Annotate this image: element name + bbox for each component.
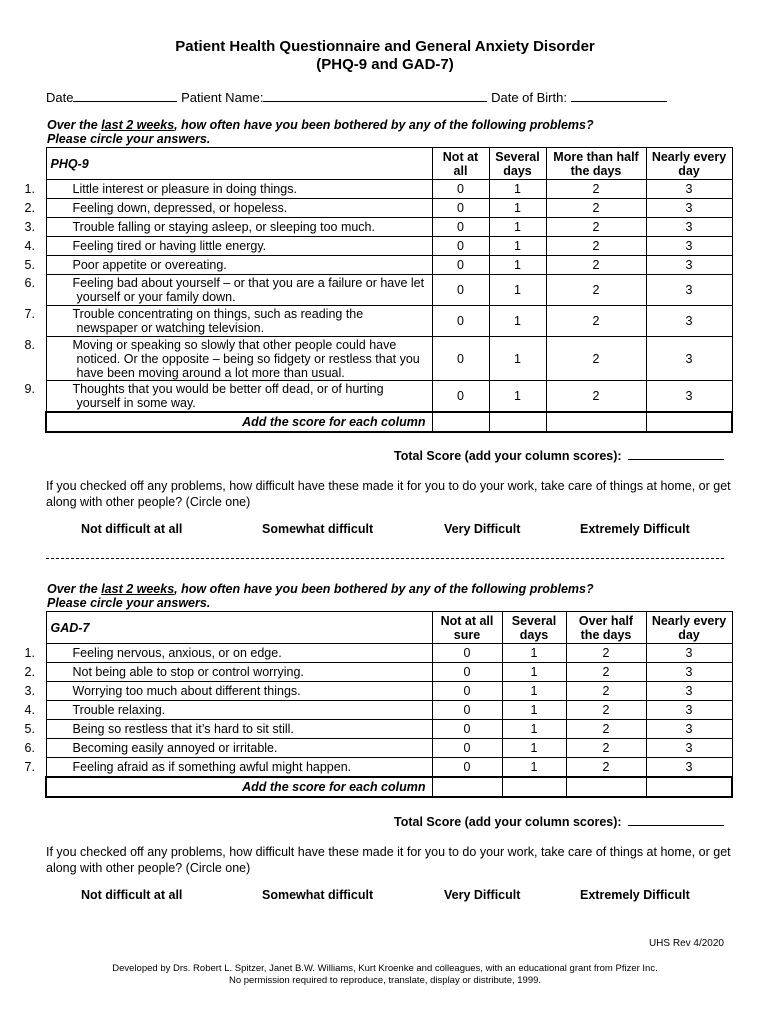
question-number: 5. [24, 258, 35, 272]
header-nearly-every-day: Nearly every day [646, 612, 732, 644]
question-text [24, 275, 432, 306]
question-number: 7. [24, 307, 35, 321]
option-very-difficult[interactable]: Very Difficult [444, 888, 521, 902]
form-subtitle: (PHQ-9 and GAD-7) [316, 56, 454, 73]
score-option[interactable]: 2 [546, 337, 646, 381]
phq9-difficulty-question: If you checked off any problems, how difficult have these made it for you to do your work, take care of things at home, or get along with other people? (Circle one) [46, 479, 731, 509]
score-option[interactable]: 2 [546, 381, 646, 412]
score-option[interactable]: 3 [646, 758, 732, 777]
score-option[interactable]: 1 [489, 306, 546, 337]
header-several-days: Several days [502, 612, 566, 644]
add-score-label: Add the score for each column [46, 412, 432, 432]
question-label: Little interest or pleasure in doing things. [72, 182, 297, 196]
date-label: Date [46, 90, 74, 105]
question-text [24, 218, 432, 237]
question-text [24, 180, 432, 199]
score-option[interactable]: 3 [646, 256, 732, 275]
question-label: Being so restless that it’s hard to sit still. [72, 722, 294, 736]
score-option[interactable]: 1 [489, 199, 546, 218]
gad7-table [24, 611, 733, 798]
question-row [46, 663, 732, 682]
score-option[interactable]: 1 [502, 720, 566, 739]
score-option[interactable]: 1 [502, 682, 566, 701]
question-text [24, 682, 432, 701]
question-text [24, 381, 432, 412]
score-option[interactable]: 3 [646, 337, 732, 381]
question-row [46, 218, 732, 237]
question-label: Feeling nervous, anxious, or on edge. [72, 646, 282, 660]
option-not-difficult[interactable]: Not difficult at all [81, 888, 183, 902]
header-nearly-every-day: Nearly every day [646, 148, 732, 180]
score-option[interactable]: 0 [432, 180, 489, 199]
question-label: Trouble falling or staying asleep, or sleeping too much. [72, 220, 375, 234]
column-score-cell[interactable] [546, 412, 646, 432]
question-row [46, 739, 732, 758]
score-option[interactable]: 3 [646, 720, 732, 739]
score-option[interactable]: 0 [432, 306, 489, 337]
prompt-text: Over the [47, 582, 102, 596]
question-label: Trouble relaxing. [72, 703, 166, 717]
score-option[interactable]: 2 [546, 180, 646, 199]
question-label: Not being able to stop or control worrying. [72, 665, 304, 679]
score-option[interactable]: 1 [489, 337, 546, 381]
prompt-text: , how often have you been bothered by any of the following problems? [174, 118, 594, 132]
gad7-total-score [394, 814, 724, 829]
form-title: Patient Health Questionnaire and General Anxiety Disorder [175, 38, 595, 55]
question-row [46, 381, 732, 412]
score-option[interactable]: 1 [502, 739, 566, 758]
question-text [24, 237, 432, 256]
prompt-instruction: Please circle your answers. [47, 132, 211, 146]
question-text [24, 663, 432, 682]
question-label: Feeling down, depressed, or hopeless. [72, 201, 288, 215]
total-score-field[interactable] [628, 814, 724, 826]
score-option[interactable]: 1 [502, 701, 566, 720]
score-option[interactable]: 0 [432, 256, 489, 275]
question-row [46, 306, 732, 337]
score-option[interactable]: 0 [432, 701, 502, 720]
gad7-label: GAD-7 [46, 612, 432, 644]
score-option[interactable]: 2 [566, 701, 646, 720]
question-number: 6. [24, 741, 35, 755]
total-score-field[interactable] [628, 448, 724, 460]
column-score-cell[interactable] [489, 412, 546, 432]
question-number: 6. [24, 276, 35, 290]
phq9-label: PHQ-9 [46, 148, 432, 180]
question-row [46, 275, 732, 306]
question-number: 8. [24, 337, 35, 352]
question-row [46, 701, 732, 720]
score-option[interactable]: 3 [646, 701, 732, 720]
score-option[interactable]: 0 [432, 275, 489, 306]
score-option[interactable]: 2 [566, 663, 646, 682]
score-option[interactable]: 0 [432, 720, 502, 739]
score-option[interactable]: 0 [432, 381, 489, 412]
score-option[interactable]: 1 [489, 180, 546, 199]
score-option[interactable]: 3 [646, 663, 732, 682]
question-row [46, 256, 732, 275]
score-option[interactable]: 2 [566, 758, 646, 777]
score-option[interactable]: 0 [432, 218, 489, 237]
question-text [24, 256, 432, 275]
question-text [24, 199, 432, 218]
question-row [46, 682, 732, 701]
score-option[interactable]: 3 [646, 275, 732, 306]
question-number: 3. [24, 684, 35, 698]
dob-field[interactable] [571, 89, 667, 102]
score-option[interactable]: 0 [432, 337, 489, 381]
question-label: Moving or speaking so slowly that other people could have noticed. Or the opposite – being so fidgety or restless that you have been moving around a lot more than usual. [72, 337, 420, 380]
add-score-label: Add the score for each column [46, 777, 432, 797]
question-number: 3. [24, 220, 35, 234]
column-score-cell[interactable] [566, 777, 646, 797]
patient-name-field[interactable] [263, 89, 487, 102]
gad7-add-row [46, 777, 732, 797]
phq9-total-score [394, 448, 724, 463]
score-option[interactable]: 3 [646, 180, 732, 199]
score-option[interactable]: 2 [566, 644, 646, 663]
prompt-instruction: Please circle your answers. [47, 596, 211, 610]
revision-label: UHS Rev 4/2020 [648, 938, 724, 949]
score-option[interactable]: 3 [646, 199, 732, 218]
patient-name-label: Patient Name: [181, 90, 264, 105]
dob-label: Date of Birth: [491, 90, 567, 105]
total-score-label: Total Score (add your column scores): [394, 815, 622, 829]
question-row [46, 237, 732, 256]
header-more-than-half: More than half the days [546, 148, 646, 180]
score-option[interactable]: 3 [646, 381, 732, 412]
score-option[interactable]: 2 [546, 275, 646, 306]
score-option[interactable]: 2 [566, 739, 646, 758]
score-option[interactable]: 2 [566, 682, 646, 701]
phq9-table [24, 147, 733, 433]
question-row [46, 337, 732, 381]
score-option[interactable]: 2 [546, 256, 646, 275]
option-somewhat-difficult[interactable]: Somewhat difficult [262, 522, 374, 536]
phq9-add-row [46, 412, 732, 432]
score-option[interactable]: 3 [646, 237, 732, 256]
question-text [24, 337, 432, 381]
column-score-cell[interactable] [646, 777, 732, 797]
question-number: 4. [24, 703, 35, 717]
question-label: Feeling afraid as if something awful might happen. [72, 759, 352, 774]
prompt-underlined: last 2 weeks [101, 582, 175, 596]
score-option[interactable]: 0 [432, 199, 489, 218]
question-number: 2. [24, 665, 35, 679]
score-option[interactable]: 0 [432, 739, 502, 758]
question-number: 9. [24, 381, 35, 396]
question-label: Becoming easily annoyed or irritable. [72, 741, 278, 755]
question-row [46, 199, 732, 218]
prompt-underlined: last 2 weeks [101, 118, 175, 132]
footer-permission: No permission required to reproduce, translate, display or distribute, 1999. [228, 975, 542, 986]
option-not-difficult[interactable]: Not difficult at all [81, 522, 183, 536]
score-option[interactable]: 1 [502, 758, 566, 777]
score-option[interactable]: 3 [646, 306, 732, 337]
question-text [24, 701, 432, 720]
option-very-difficult[interactable]: Very Difficult [444, 522, 521, 536]
question-text [24, 758, 432, 777]
score-option[interactable]: 2 [546, 306, 646, 337]
score-option[interactable]: 1 [489, 237, 546, 256]
score-option[interactable]: 2 [546, 218, 646, 237]
footer-credit: Developed by Drs. Robert L. Spitzer, Janet B.W. Williams, Kurt Kroenke and colleagues, with an educational grant from Pfizer Inc. [112, 963, 658, 974]
question-row [46, 180, 732, 199]
section-divider [46, 558, 724, 559]
score-option[interactable]: 2 [546, 237, 646, 256]
question-number: 2. [24, 201, 35, 215]
question-number: 5. [24, 722, 35, 736]
option-somewhat-difficult[interactable]: Somewhat difficult [262, 888, 374, 902]
score-option[interactable]: 3 [646, 682, 732, 701]
score-option[interactable]: 1 [502, 663, 566, 682]
score-option[interactable]: 0 [432, 758, 502, 777]
question-row [46, 758, 732, 777]
score-option[interactable]: 1 [489, 218, 546, 237]
question-label: Feeling bad about yourself – or that you are a failure or have let yourself or your family down. [72, 276, 425, 304]
question-label: Trouble concentrating on things, such as reading the newspaper or watching television. [72, 307, 364, 335]
score-option[interactable]: 1 [489, 256, 546, 275]
question-label: Worrying too much about different things. [72, 684, 301, 698]
score-option[interactable]: 1 [489, 381, 546, 412]
gad7-difficulty-question: If you checked off any problems, how difficult have these made it for you to do your work, take care of things at home, or get along with other people? (Circle one) [46, 845, 731, 875]
question-number: 7. [24, 759, 35, 774]
prompt-text: Over the [47, 118, 102, 132]
question-label: Poor appetite or overeating. [72, 258, 227, 272]
question-row [46, 644, 732, 663]
question-number: 1. [24, 646, 35, 660]
column-score-cell[interactable] [646, 412, 732, 432]
question-text [24, 720, 432, 739]
phq9-prompt [47, 118, 594, 146]
header-not-at-all-sure: Not at all sure [432, 612, 502, 644]
question-text [24, 739, 432, 758]
score-option[interactable]: 0 [432, 644, 502, 663]
question-label: Feeling tired or having little energy. [72, 239, 267, 253]
date-field[interactable] [73, 89, 177, 102]
score-option[interactable]: 3 [646, 739, 732, 758]
header-several-days: Several days [489, 148, 546, 180]
score-option[interactable]: 2 [546, 199, 646, 218]
option-extremely-difficult[interactable]: Extremely Difficult [580, 522, 690, 536]
score-option[interactable]: 3 [646, 218, 732, 237]
score-option[interactable]: 0 [432, 237, 489, 256]
patient-info-line [46, 89, 667, 105]
question-label: Thoughts that you would be better off dead, or of hurting yourself in some way. [72, 381, 384, 410]
question-text [24, 306, 432, 337]
question-text [24, 644, 432, 663]
column-score-cell[interactable] [432, 412, 489, 432]
header-not-at-all: Not at all [432, 148, 489, 180]
question-number: 4. [24, 239, 35, 253]
column-score-cell[interactable] [502, 777, 566, 797]
score-option[interactable]: 2 [566, 720, 646, 739]
prompt-text: , how often have you been bothered by any of the following problems? [174, 582, 594, 596]
header-over-half-the-days: Over half the days [566, 612, 646, 644]
total-score-label: Total Score (add your column scores): [394, 449, 622, 463]
score-option[interactable]: 1 [489, 275, 546, 306]
score-option[interactable]: 3 [646, 644, 732, 663]
score-option[interactable]: 1 [502, 644, 566, 663]
option-extremely-difficult[interactable]: Extremely Difficult [580, 888, 690, 902]
score-option[interactable]: 0 [432, 663, 502, 682]
column-score-cell[interactable] [432, 777, 502, 797]
question-row [46, 720, 732, 739]
question-number: 1. [24, 182, 35, 196]
gad7-prompt [47, 582, 594, 610]
score-option[interactable]: 0 [432, 682, 502, 701]
